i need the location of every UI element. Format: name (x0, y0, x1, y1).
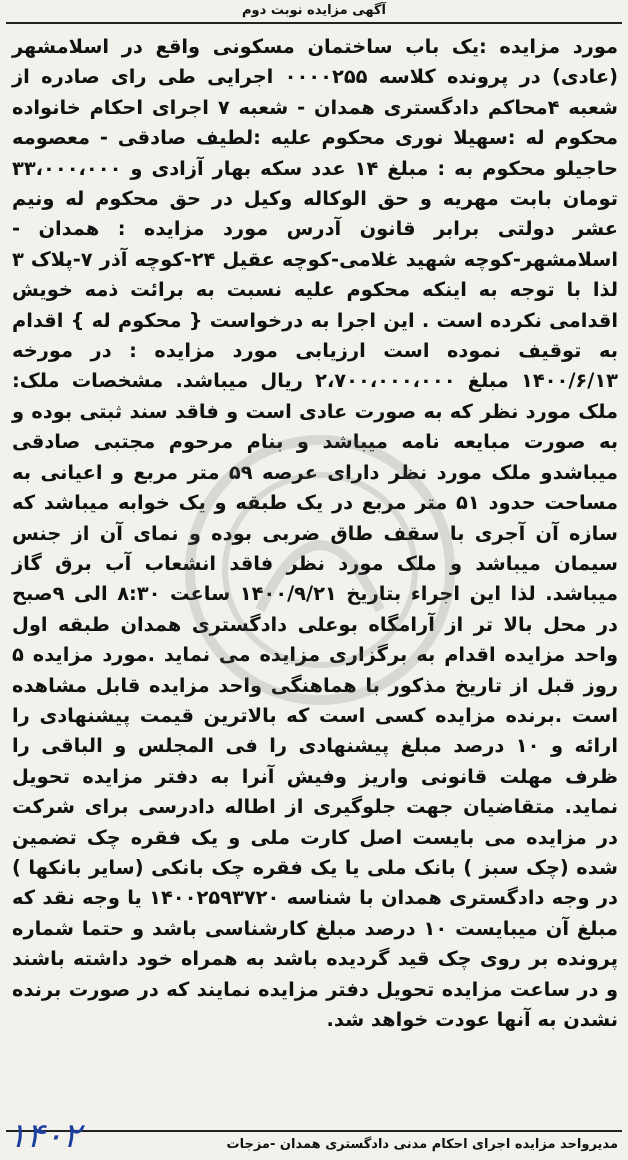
notice-title: آگهی مزایده نوبت دوم (242, 3, 386, 18)
handwritten-note: ۱۴۰۲ (8, 1116, 82, 1156)
notice-footer-signature: مدیرواحد مزایده اجرای احکام مدنی دادگستری همدان -مزجات (226, 1137, 618, 1152)
footer-divider (6, 1130, 622, 1132)
notice-body-text: مورد مزایده :یک باب ساختمان مسکونی واقع در اسلامشهر (عادی) در پرونده کلاسه ۰۰۰۰۲۵۵ اجرایی طی رای صادره از شعبه ۴محاکم دادگستری همدان - شعبه ۷ اجرای احکام خانواده محکوم له :سهیلا نوری محکوم علیه :لطیف صادقی - معصومه حاجیلو محکوم به : مبلغ ۱۴ عدد سکه بهار آزادی و ۳۳،۰۰۰،۰۰۰ تومان بابت مهریه و حق الوکاله وکیل در حق محکوم له ونیم عشر دولتی برابر قانون آدرس مورد مزایده : همدان - اسلامشهر-کوچه شهید غلامی-کوچه عقیل ۲۴-کوچه آذر ۷-پلاک ۳ لذا با توجه به اینکه محکوم علیه نسبت به برائت ذمه خویش اقدامی نکرده است . این اجرا به درخواست { محکوم له } اقدام به توقیف نموده است ارزیابی مورد مزایده : در مورخه ۱۴۰۰/۶/۱۳ مبلغ ۲،۷۰۰،۰۰۰،۰۰۰ ریال میباشد. مشخصات ملک: ملک مورد نظر که به صورت عادی است و فاقد سند ثبتی بوده و به صورت مبایعه نامه میباشد و بنام مرحوم مجتبی صادقی میباشدو ملک مورد نظر دارای عرصه ۵۹ متر مربع و اعیانی به مساحت حدود ۵۱ متر مربع در یک طبقه و یک خوابه میباشد که سازه آن آجری با سقف طاق ضربی بوده و نمای آن از جنس سیمان میباشد و ملک مورد نظر فاقد انشعاب آب برق گاز میباشد. لذا این اجراء بتاریخ ۱۴۰۰/۹/۲۱ ساعت ۸:۳۰ الی ۹صبح در محل بالا تر از آرامگاه بوعلی دادگستری همدان طبقه اول واحد مزایده اقدام به برگزاری مزایده می نماید .مورد مزایده ۵ روز قبل از تاریخ مذکور با هماهنگی واحد مزایده قابل مشاهده است .برنده مزایده کسی است که بالاترین قیمت پیشنهادی را ارائه و ۱۰ درصد مبلغ پیشنهادی را فی المجلس و الباقی را ظرف مهلت قانونی واریز وفیش آنرا به دفتر مزایده تحویل نماید. متقاضیان جهت جلوگیری از اطاله دادرسی برای شرکت در مزایده می بایست اصل کارت ملی و یک فقره چک تضمین شده (چک سبز ) بانک ملی یا یک فقره چک بانکی (سایر بانکها ) در وجه دادگستری همدان با شناسه ۱۴۰۰۲۵۹۳۷۲۰ یا وجه نقد که مبلغ آن میبایست ۱۰ درصد مبلغ کارشناسی باشد و حتما شماره پرونده بر روی چک قید گردیده باشد به همراه خود داشته باشند و در ساعت مزایده تحویل دفتر مزایده نمایند که در صورت برنده نشدن به آنها عودت خواهد شد. (12, 35, 619, 1031)
